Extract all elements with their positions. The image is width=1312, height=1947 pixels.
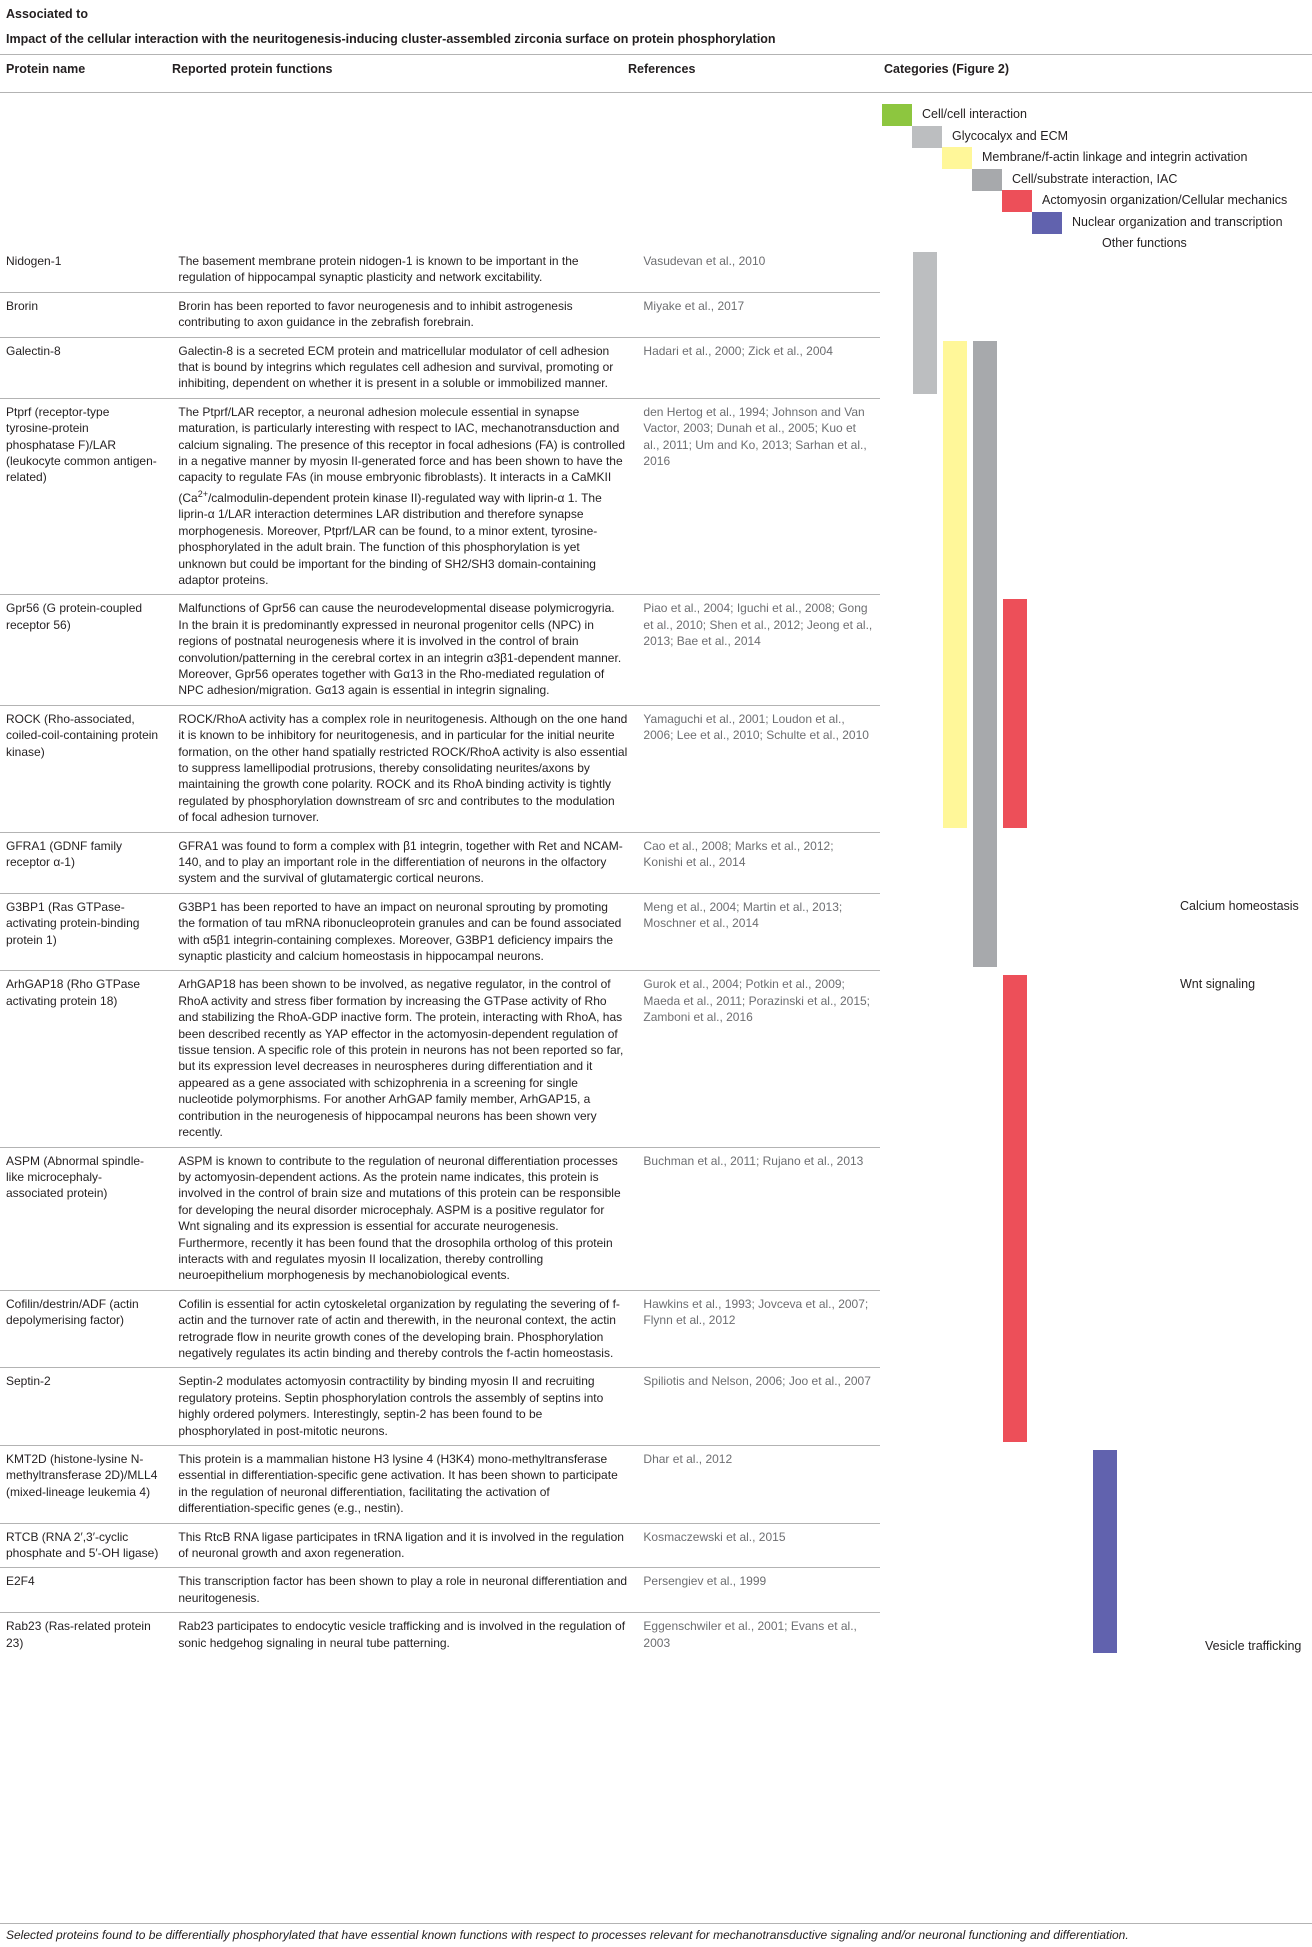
protein-name-cell: Cofilin/destrin/ADF (actin depolymerising factor) <box>6 1296 139 1328</box>
table-row <box>0 1523 880 1568</box>
protein-name-cell: ArhGAP18 (Rho GTPase activating protein 18) <box>6 977 141 1008</box>
legend-label: Cell/cell interaction <box>922 107 1027 121</box>
protein-name-cell: KMT2D (histone-lysine N-methyltransferase 2D)/MLL4 (mixed-lineage leukemia 4) <box>6 1452 158 1499</box>
table-row <box>0 1568 880 1613</box>
protein-name-cell: G3BP1 (Ras GTPase-activating protein-binding protein 1) <box>6 899 140 947</box>
table-row <box>0 1613 880 1657</box>
protein-name-cell: Rab23 (Ras-related protein 23) <box>6 1619 151 1650</box>
category-bar <box>1003 599 1027 828</box>
legend-swatch <box>1032 212 1062 234</box>
function-cell: Cofilin is essential for actin cytoskeletal organization by regulating the severing of f-actin and the turnover rate of actin and therewith, in the neuronal context, the actin retrograde flow in neurite growth cones of the developing brain. Phosphorylation negatively regulates its actin binding and thereby controls the f-actin homeostasis. <box>178 1296 620 1360</box>
category-bar <box>1003 975 1027 1442</box>
protein-name-cell: E2F4 <box>6 1574 35 1589</box>
table-row <box>0 1368 880 1446</box>
legend-label: Actomyosin organization/Cellular mechanics <box>1042 193 1288 207</box>
associated-text: Impact of the cellular interaction with the neuritogenesis-inducing cluster-assembled zirconia surface on protein phosphorylation <box>6 32 776 46</box>
references-cell: Hawkins et al., 1993; Jovceva et al., 2007; Flynn et al., 2012 <box>643 1296 869 1328</box>
table-row <box>0 705 880 832</box>
function-cell: Brorin has been reported to favor neurogenesis and to inhibit astrogenesis contributing to axon guidance in the zebrafish forebrain. <box>178 298 573 330</box>
references-cell: Persengiev et al., 1999 <box>643 1574 767 1589</box>
function-cell: Malfunctions of Gpr56 can cause the neurodevelopmental disease polymicrogyria. In the brain it is predominantly expressed in neuronal progenitor cells (NPC) in regions of postnatal neurogenesis where it is involved in the control of brain convolution/patterning in the cerebral cortex in an integrin α3β1-dependent manner. Moreover, Gpr56 operates together with Gα13 in the Rho-mediated regulation of NPC adhesion/migration. Gα13 again is essential in integrin signaling. <box>178 601 622 698</box>
associated-label: Associated to <box>6 7 88 21</box>
function-cell: G3BP1 has been reported to have an impact on neuronal sprouting by promoting the formation of tau mRNA ribonucleoprotein granules and can be found associated with α5β1 integrin-containing complexes. Moreover, G3BP1 deficiency impairs the synaptic plasticity and calcium homeostasis in hippocampal neurons. <box>178 899 622 964</box>
legend-label: Glycocalyx and ECM <box>952 128 1069 143</box>
table-row <box>0 248 880 292</box>
protein-name-cell: GFRA1 (GDNF family receptor α-1) <box>6 838 123 869</box>
function-cell: Rab23 participates to endocytic vesicle trafficking and is involved in the regulation of sonic hedgehog signaling in neural tube patterning. <box>178 1619 626 1650</box>
function-cell: GFRA1 was found to form a complex with β1 integrin, together with Ret and NCAM-140, and to play an important role in the differentiation of neurons in the olfactory system and the survival of glutamatergic cortical neurons. <box>178 838 623 886</box>
legend-swatch <box>1002 190 1032 212</box>
function-cell: ROCK/RhoA activity has a complex role in neuritogenesis. Although on the one hand it is known to be inhibitory for neuritogenesis, and in particular for the initial neurite formation, on the other hand spatially restricted ROCK/RhoA activity is also essential to suppress lamellipodial protrusions, thereby consolidating neurites/axons by maintaining the growth cone polarity. ROCK and its RhoA binding activity is tightly regulated by phosphorylation downstream of src and contributes to the modulation of focal adhesion turnover. <box>178 711 628 825</box>
table-row <box>0 595 880 705</box>
function-cell: This protein is a mammalian histone H3 lysine 4 (H3K4) mono-methyltransferase essential in differentiation-specific gene activation. It has been shown to participate in the regulation of neuronal differentiation, facilitating the activation of differentiation-specific genes (e.g., nestin). <box>178 1452 618 1516</box>
category-bar <box>943 341 967 828</box>
references-cell: Gurok et al., 2004; Potkin et al., 2009; Maeda et al., 2011; Porazinski et al., 2015; Zamboni et al., 2016 <box>643 977 871 1025</box>
other-function-label: Wnt signaling <box>1180 977 1256 991</box>
references-cell: Dhar et al., 2012 <box>643 1452 733 1466</box>
legend-label: Nuclear organization and transcription <box>1072 214 1283 229</box>
table-row <box>0 337 880 398</box>
protein-name-cell: Septin-2 <box>6 1374 51 1389</box>
references-cell: Buchman et al., 2011; Rujano et al., 2013 <box>643 1153 864 1168</box>
category-bar <box>913 252 937 394</box>
associated-header <box>0 0 1312 55</box>
table-row <box>0 292 880 337</box>
legend-label: Other functions <box>1102 236 1187 250</box>
function-cell: ArhGAP18 has been shown to be involved, as negative regulator, in the control of RhoA activity and stress fiber formation by increasing the GTPase activity of Rho and stabilizing the RhoA-GDP inactive form. The protein, interacting with RhoA, has been described recently as YAP effector in the actomyosin-dependent regulation of tissue tension. A specific role of this protein in neurons has not been reported so far, but its expression level decreases in neurospheres during differentiation and it appeared as a gene associated with schizophrenia in a screening for single nucleotide polymorphisms. For another ArhGAP family member, ArhGAP15, a contribution in the neurogenesis of hippocampal neurons has been shown very recently. <box>178 977 624 1140</box>
function-cell: The Ptprf/LAR receptor, a neuronal adhesion molecule essential in synapse maturation, is particularly interesting with respect to IAC, mechanotransduction and calcium signaling. The presence of this receptor in focal adhesions (FA) is controlled in a negative manner by myosin II-generated force and has been shown to have the capacity to regulate FAs (in mouse embryonic fibroblasts). It interacts in a CaMKII ($Ca^{2+}/calmodulin$-dependent protein kinase II)-regulated way with liprin-α 1. The liprin-α 1/LAR interaction determines LAR distribution and therefore synapse morphogenesis. Moreover, Ptprf/LAR can be found, to a minor extent, tyrosine-phosphorylated in the adult brain. The function of this phosphorylation is yet unknown but could be important for the binding of SH2/SH3 domain-containing adaptor proteins. <box>178 404 626 587</box>
other-function-label: Vesicle trafficking <box>1205 1639 1302 1653</box>
function-cell: Galectin-8 is a secreted ECM protein and matricellular modulator of cell adhesion that is bound by integrins which regulates cell adhesion and survival, promoting or inhibiting, dependent on whether it is present in a soluble or immobilized manner. <box>178 343 614 391</box>
protein-name-cell: ASPM (Abnormal spindle-like microcephaly-associated protein) <box>6 1153 145 1201</box>
table-row <box>0 1147 880 1290</box>
legend-swatch <box>912 126 942 148</box>
category-bar <box>1093 1450 1117 1653</box>
protein-name-cell: ROCK (Rho-associated, coiled-coil-containing protein kinase) <box>6 711 159 759</box>
protein-name-cell: Brorin <box>6 298 39 313</box>
header-categories: Categories (Figure 2) <box>884 62 1010 76</box>
legend-swatch <box>942 147 972 169</box>
bottom-divider <box>0 1923 1312 1924</box>
protein-name-cell: Gpr56 (G protein-coupled receptor 56) <box>6 601 143 632</box>
category-bar <box>973 341 997 967</box>
legend-swatch <box>972 169 1002 191</box>
references-cell: Cao et al., 2008; Marks et al., 2012; Konishi et al., 2014 <box>643 838 834 869</box>
protein-name-cell: RTCB (RNA 2′,3′-cyclic phosphate and 5′-OH ligase) <box>6 1529 159 1561</box>
references-cell: Meng et al., 2004; Martin et al., 2013; Moschner et al., 2014 <box>643 899 843 931</box>
function-cell: This transcription factor has been shown to play a role in neuronal differentiation and neuritogenesis. <box>178 1574 628 1605</box>
protein-name-cell: Galectin-8 <box>6 343 61 358</box>
table-row <box>0 832 880 893</box>
other-function-label: Calcium homeostasis <box>1180 899 1299 913</box>
table-caption: Selected proteins found to be differentially phosphorylated that have essential known functions with respect to processes relevant for mechanotransductive signaling and/or neuronal functioning and differentiation. <box>6 1928 1129 1942</box>
references-cell: Vasudevan et al., 2010 <box>643 254 766 268</box>
table-row <box>0 398 880 594</box>
references-cell: Miyake et al., 2017 <box>643 298 745 313</box>
table-row <box>0 1290 880 1368</box>
function-cell: ASPM is known to contribute to the regulation of neuronal differentiation processes by actomyosin-dependent actions. As the protein name indicates, this protein is involved in the control of brain size and mutations of this protein can be responsible for developing the neural disorder microcephaly. ASPM is a positive regulator for Wnt signaling and its expression is essential for accurate neurogenesis. Furthermore, recently it has been found that the drosophila ortholog of this protein interacts with and regulates myosin II localization, thereby controlling neuroepithelium morphogenesis by mechanobiological events. <box>178 1153 621 1283</box>
references-cell: Piao et al., 2004; Iguchi et al., 2008; Gong et al., 2010; Shen et al., 2012; Jeong et al., 2013; Bae et al., 2014 <box>643 601 873 649</box>
header-divider <box>0 92 1312 93</box>
references-cell: Eggenschwiler et al., 2001; Evans et al., 2003 <box>643 1619 857 1650</box>
table-row <box>0 971 880 1147</box>
function-cell: The basement membrane protein nidogen-1 is known to be important in the regulation of hippocampal synaptic plasticity and network excitability. <box>178 254 579 285</box>
table-row <box>0 1446 880 1524</box>
table-row <box>0 893 880 971</box>
function-cell: This RtcB RNA ligase participates in tRNA ligation and it is involved in the regulation of neuronal growth and axon regeneration. <box>178 1529 624 1561</box>
references-cell: den Hertog et al., 1994; Johnson and Van Vactor, 2003; Dunah et al., 2005; Kuo et al., 2011; Um and Ko, 2013; Sarhan et al., 2016 <box>643 404 867 469</box>
function-cell: Septin-2 modulates actomyosin contractility by binding myosin II and recruiting regulatory proteins. Septin phosphorylation controls the assembly of septins into highly ordered polymers. Interestingly, septin-2 has been found to be phosphorylated in post-mitotic neurons. <box>178 1374 604 1438</box>
references-cell: Spiliotis and Nelson, 2006; Joo et al., 2007 <box>643 1374 871 1389</box>
header-protein-name: Protein name <box>6 62 86 76</box>
legend-label: Membrane/f-actin linkage and integrin activation <box>982 150 1248 164</box>
references-cell: Kosmaczewski et al., 2015 <box>643 1529 786 1544</box>
protein-name-cell: Ptprf (receptor-type tyrosine-protein phosphatase F)/LAR (leukocyte common antigen-related) <box>6 404 157 485</box>
references-cell: Yamaguchi et al., 2001; Loudon et al., 2006; Lee et al., 2010; Schulte et al., 2010 <box>643 711 869 743</box>
header-references: References <box>628 62 696 76</box>
references-cell: Hadari et al., 2000; Zick et al., 2004 <box>643 343 833 358</box>
protein-name-cell: Nidogen-1 <box>6 254 62 268</box>
legend-swatch <box>882 104 912 126</box>
protein-table <box>0 248 880 1657</box>
header-functions: Reported protein functions <box>172 62 333 76</box>
legend-label: Cell/substrate interaction, IAC <box>1012 171 1178 186</box>
